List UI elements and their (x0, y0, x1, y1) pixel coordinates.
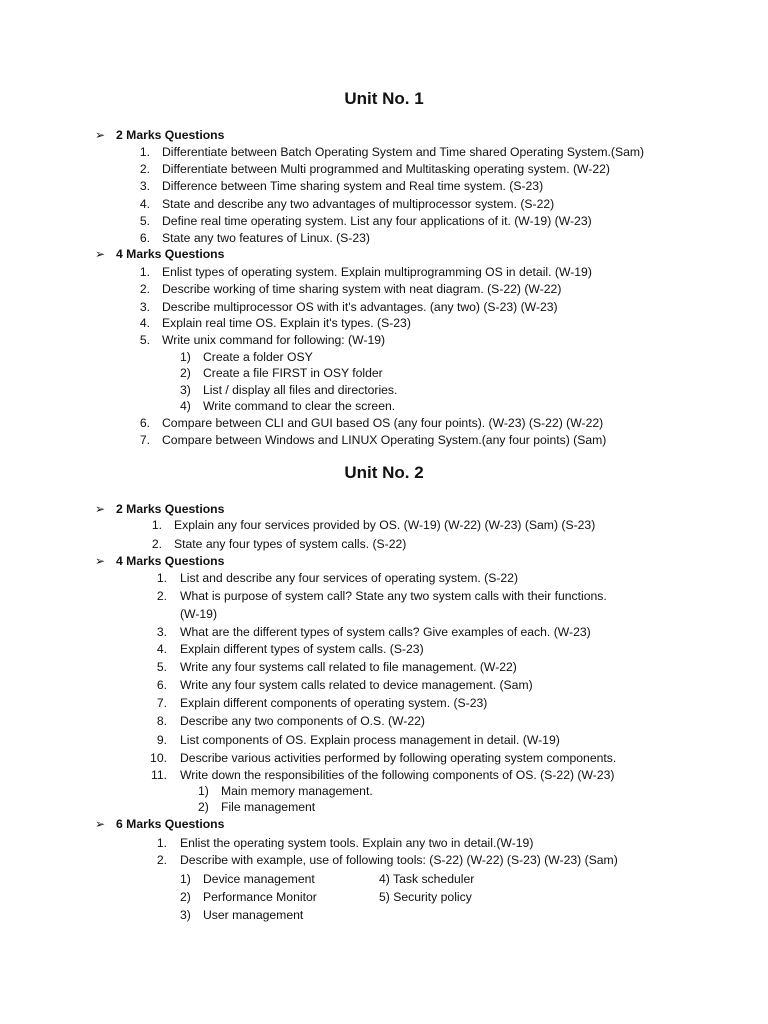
list-number: 1. (156, 836, 167, 850)
list-number: 2. (139, 282, 150, 296)
list-number: 3. (139, 179, 150, 193)
list-number: 6. (156, 678, 167, 692)
question-item: Difference between Time sharing system and Real time system. (S-23) (162, 179, 544, 193)
question-item: Write any four system calls related to device management. (Sam) (180, 678, 533, 692)
list-number: 3. (139, 300, 150, 314)
question-item: Compare between Windows and LINUX Operating System.(any four points) (Sam) (162, 433, 607, 447)
list-number: 7. (156, 696, 167, 710)
question-item: Describe working of time sharing system with neat diagram. (S-22) (W-22) (162, 282, 562, 296)
sub-item: File management (221, 800, 316, 814)
question-item: Differentiate between Multi programmed and Multitasking operating system. (W-22) (162, 162, 610, 176)
list-number: 2. (139, 162, 150, 176)
sub-item: Main memory management. (221, 784, 373, 798)
tool-item: 4) Task scheduler (379, 872, 475, 886)
question-item: List components of OS. Explain process management in detail. (W-19) (180, 733, 560, 747)
list-number: 5. (156, 660, 167, 674)
bullet-arrow-icon: ➢ (95, 128, 106, 142)
question-item: Enlist the operating system tools. Explain any two in detail.(W-19) (180, 836, 534, 850)
sub-number: 1) (198, 784, 209, 798)
bullet-arrow-icon: ➢ (95, 554, 106, 568)
list-number: 7. (139, 433, 150, 447)
list-number: 10. (150, 751, 167, 765)
question-item: Explain any four services provided by OS. (W-19) (W-22) (W-23) (Sam) (S-23) (174, 518, 596, 532)
list-number: 3. (156, 625, 167, 639)
question-item: State and describe any two advantages of multiprocessor system. (S-22) (162, 197, 555, 211)
question-item: Describe multiprocessor OS with it's advantages. (any two) (S-23) (W-23) (162, 300, 558, 314)
sub-number: 3) (180, 383, 191, 397)
question-item-continued: (W-19) (180, 607, 218, 621)
list-number: 5. (139, 214, 150, 228)
sub-number: 2) (180, 890, 191, 904)
unit-1-title: Unit No. 1 (344, 89, 424, 108)
question-item: Compare between CLI and GUI based OS (any four points). (W-23) (S-22) (W-22) (162, 416, 604, 430)
list-number: 6. (139, 231, 150, 245)
list-number: 1. (156, 571, 167, 585)
question-item: What is purpose of system call? State any two system calls with their functions. (180, 589, 607, 603)
list-number: 2. (156, 589, 167, 603)
list-number: 1. (151, 518, 162, 532)
question-item: Describe any two components of O.S. (W-22) (180, 714, 425, 728)
sub-number: 4) (180, 399, 191, 413)
question-item: Define real time operating system. List any four applications of it. (W-19) (W-23) (162, 214, 592, 228)
question-item: Explain real time OS. Explain it's types. (S-23) (162, 316, 411, 330)
sub-number: 2) (198, 800, 209, 814)
question-item: Differentiate between Batch Operating System and Time shared Operating System.(Sam) (162, 145, 645, 159)
section-heading: 6 Marks Questions (116, 817, 225, 831)
tool-item: Performance Monitor (203, 890, 317, 904)
question-item: State any two features of Linux. (S-23) (162, 231, 370, 245)
section-heading: 2 Marks Questions (116, 128, 225, 142)
question-item: Write any four systems call related to file management. (W-22) (180, 660, 517, 674)
list-number: 4. (139, 197, 150, 211)
bullet-arrow-icon: ➢ (95, 502, 106, 516)
question-item: State any four types of system calls. (S-22) (174, 537, 407, 551)
list-number: 4. (139, 316, 150, 330)
question-item: List and describe any four services of operating system. (S-22) (180, 571, 519, 585)
unit-2-title: Unit No. 2 (344, 463, 424, 482)
sub-item: Write command to clear the screen. (203, 399, 396, 413)
sub-number: 3) (180, 908, 191, 922)
question-item: Write down the responsibilities of the following components of OS. (S-22) (W-23) (180, 768, 615, 782)
section-heading: 4 Marks Questions (116, 554, 225, 568)
question-item: Explain different types of system calls. (S-23) (180, 642, 424, 656)
sub-item: List / display all files and directories. (203, 383, 398, 397)
sub-number: 2) (180, 366, 191, 380)
list-number: 2. (151, 537, 162, 551)
tool-item: 5) Security policy (379, 890, 472, 904)
section-heading: 4 Marks Questions (116, 247, 225, 261)
question-item: Enlist types of operating system. Explain multiprogramming OS in detail. (W-19) (162, 265, 592, 279)
sub-item: Create a folder OSY (203, 350, 313, 364)
list-number: 4. (156, 642, 167, 656)
question-item: What are the different types of system calls? Give examples of each. (W-23) (180, 625, 591, 639)
list-number: 8. (156, 714, 167, 728)
sub-item: Create a file FIRST in OSY folder (203, 366, 383, 380)
question-item: Describe with example, use of following tools: (S-22) (W-22) (S-23) (W-23) (Sam) (180, 853, 618, 867)
list-number: 1. (139, 265, 150, 279)
list-number: 11. (150, 768, 167, 782)
bullet-arrow-icon: ➢ (95, 247, 106, 261)
sub-number: 1) (180, 350, 191, 364)
question-item: Explain different components of operating system. (S-23) (180, 696, 488, 710)
question-item: Write unix command for following: (W-19) (162, 333, 386, 347)
list-number: 5. (139, 333, 150, 347)
list-number: 1. (139, 145, 150, 159)
question-item: Describe various activities performed by following operating system components. (180, 751, 617, 765)
sub-number: 1) (180, 872, 191, 886)
tool-item: Device management (203, 872, 315, 886)
list-number: 9. (156, 733, 167, 747)
tool-item: User management (203, 908, 304, 922)
list-number: 2. (156, 853, 167, 867)
bullet-arrow-icon: ➢ (95, 817, 106, 831)
section-heading: 2 Marks Questions (116, 502, 225, 516)
list-number: 6. (139, 416, 150, 430)
